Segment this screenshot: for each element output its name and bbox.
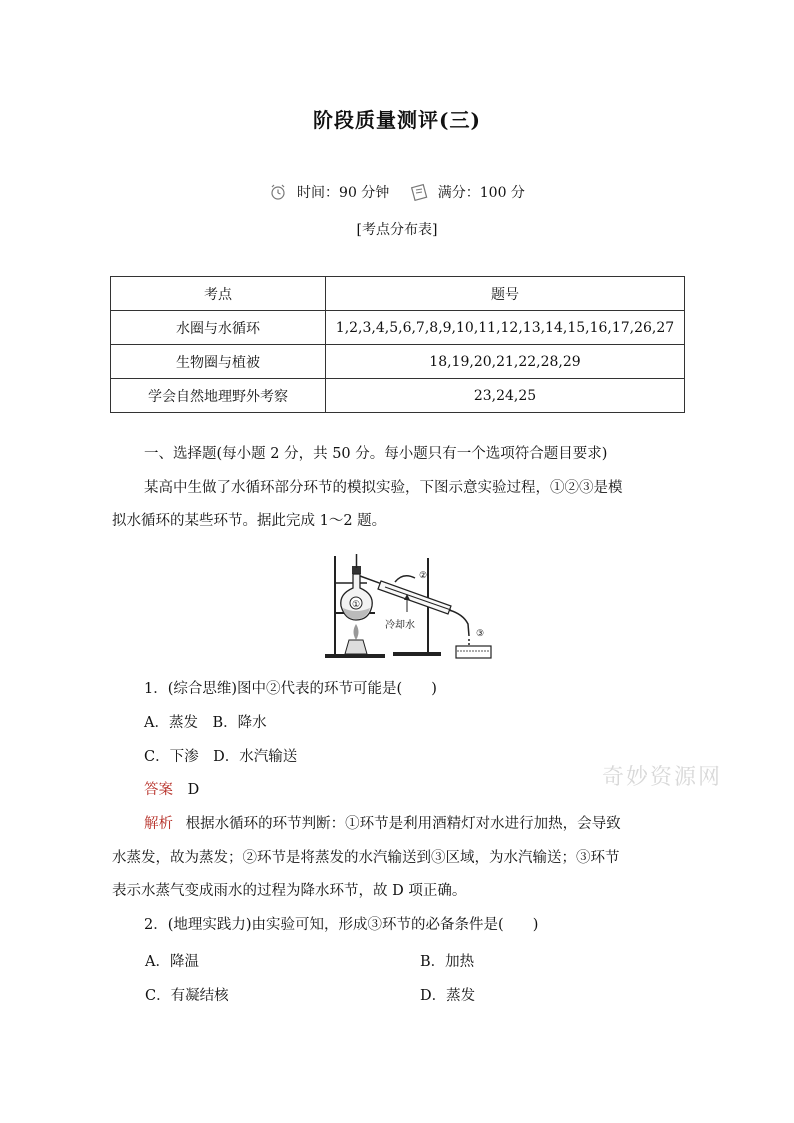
question-2-option-a: A．降温	[145, 954, 199, 970]
intro-text: 拟水循环的某些环节。据此完成 1～2 题。	[112, 513, 387, 529]
time-info	[269, 182, 389, 202]
question-1-analysis	[112, 808, 692, 841]
page-title: 阶段质量测评(三)	[313, 108, 481, 132]
analysis-text: 根据水循环的环节判断：①环节是利用酒精灯对水进行加热，会导致	[185, 816, 621, 832]
alarm-clock-icon	[269, 183, 287, 201]
figure-label-1: ①	[351, 600, 361, 610]
section-heading: 一、选择题(每小题 2 分，共 50 分。每小题只有一个选项符合题目要求)	[144, 446, 608, 462]
table-header: 考点	[111, 277, 326, 311]
distribution-subtitle: [考点分布表]	[356, 222, 438, 238]
table-cell: 水圈与水循环	[111, 311, 326, 345]
exam-meta	[0, 182, 794, 205]
table-cell: 生物圈与植被	[111, 345, 326, 379]
paper-icon	[410, 183, 428, 201]
watermark: 奇妙资源网	[602, 765, 723, 790]
table-cell: 学会自然地理野外考察	[111, 379, 326, 413]
answer-label: 答案	[144, 782, 173, 798]
time-label: 时间：90 分钟	[297, 185, 390, 201]
table-row	[111, 379, 685, 413]
figure-label-2: ②	[419, 571, 428, 581]
table-cell: 18,19,20,21,22,28,29	[326, 345, 685, 379]
question-2-option-c: C．有凝结核	[145, 988, 229, 1004]
intro-text: 某高中生做了水循环部分环节的模拟实验，下图示意实验过程，①②③是模	[144, 480, 623, 496]
cooling-water-label: 冷却水	[385, 620, 415, 631]
question-1-options-ab: A．蒸发 B．降水	[144, 715, 267, 731]
table-cell: 23,24,25	[326, 379, 685, 413]
question-1-stem: 1．(综合思维)图中②代表的环节可能是( )	[144, 681, 437, 697]
table-cell: 1,2,3,4,5,6,7,8,9,10,11,12,13,14,15,16,17,26,27	[326, 311, 685, 345]
analysis-text: 表示水蒸气变成雨水的过程为降水环节，故 D 项正确。	[112, 883, 467, 899]
analysis-text: 水蒸发，故为蒸发；②环节是将蒸发的水汽输送到③区域，为水汽输送；③环节	[112, 850, 620, 866]
analysis-label: 解析	[144, 816, 173, 832]
question-2-option-b: B．加热	[420, 954, 475, 970]
table-row	[111, 311, 685, 345]
score-label: 满分：100 分	[437, 185, 525, 201]
question-2-option-d: D．蒸发	[420, 988, 476, 1004]
table-header-row	[111, 277, 685, 311]
table-header: 题号	[326, 277, 685, 311]
table-row	[111, 345, 685, 379]
distillation-experiment-figure	[323, 548, 498, 663]
answer-value: D	[187, 782, 200, 798]
figure-label-3: ③	[476, 629, 485, 639]
question-2-stem: 2．(地理实践力)由实验可知，形成③环节的必备条件是( )	[144, 917, 539, 933]
question-1-options-cd: C．下渗 D．水汽输送	[144, 749, 298, 765]
knowledge-distribution-table	[110, 276, 685, 413]
score-info	[410, 182, 525, 202]
